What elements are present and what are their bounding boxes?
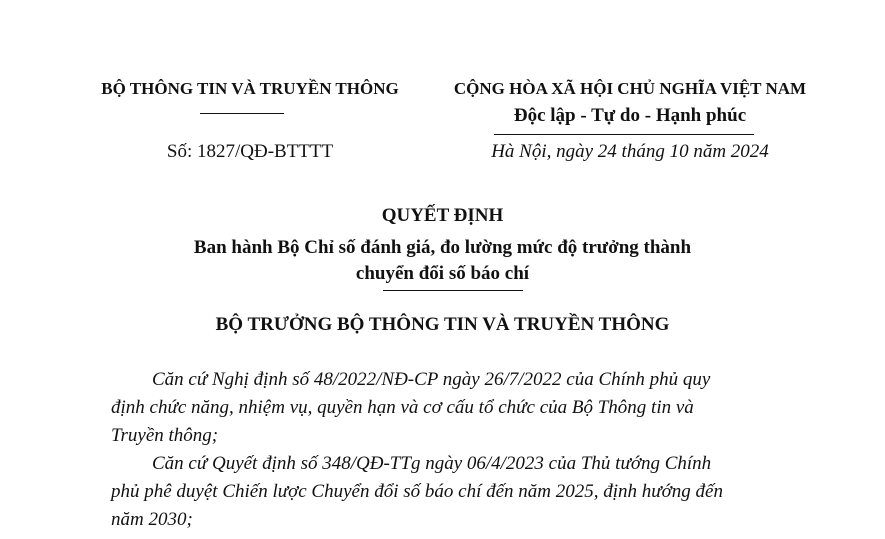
legal-basis-1-line-1: Căn cứ Nghị định số 48/2022/NĐ-CP ngày 26/7/2022 của Chính phủ quy bbox=[152, 369, 711, 390]
document-number: Số: 1827/QĐ-BTTTT bbox=[166, 141, 334, 162]
legal-basis-1-line-3: Truyền thông; bbox=[111, 425, 219, 446]
issuing-authority: BỘ THÔNG TIN VÀ TRUYỀN THÔNG bbox=[101, 79, 399, 98]
issue-date: Hà Nội, ngày 24 tháng 10 năm 2024 bbox=[491, 141, 769, 162]
national-motto: Độc lập - Tự do - Hạnh phúc bbox=[513, 105, 747, 126]
national-title: CỘNG HÒA XÃ HỘI CHỦ NGHĨA VIỆT NAM bbox=[453, 79, 807, 98]
document-subject-line-1: Ban hành Bộ Chỉ số đánh giá, đo lường mức độ trưởng thành bbox=[193, 237, 692, 258]
subject-underline bbox=[383, 290, 523, 291]
issuer-heading: BỘ TRƯỞNG BỘ THÔNG TIN VÀ TRUYỀN THÔNG bbox=[215, 314, 670, 335]
document-type-heading: QUYẾT ĐỊNH bbox=[381, 205, 504, 226]
document-subject-line-2: chuyển đổi số báo chí bbox=[355, 263, 530, 284]
legal-basis-2-line-3: năm 2030; bbox=[111, 509, 193, 530]
legal-basis-1-line-2: định chức năng, nhiệm vụ, quyền hạn và cơ cấu tổ chức của Bộ Thông tin và bbox=[111, 397, 694, 418]
legal-basis-2-line-1: Căn cứ Quyết định số 348/QĐ-TTg ngày 06/4/2023 của Thủ tướng Chính bbox=[152, 453, 712, 474]
motto-underline bbox=[494, 134, 754, 135]
authority-underline bbox=[200, 113, 284, 114]
legal-basis-2-line-2: phủ phê duyệt Chiến lược Chuyển đổi số báo chí đến năm 2025, định hướng đến bbox=[111, 481, 723, 502]
